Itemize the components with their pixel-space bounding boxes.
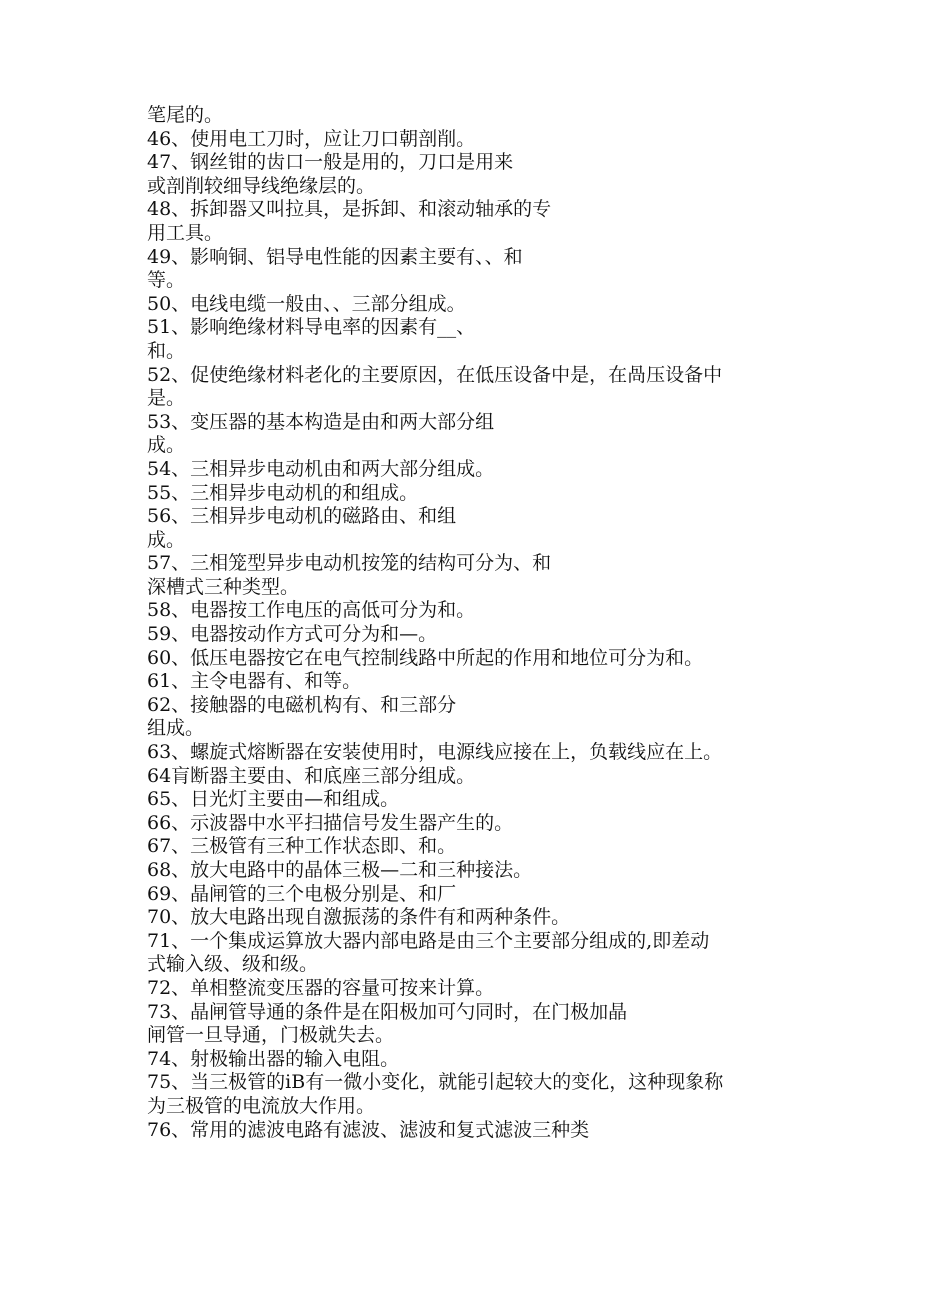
- text-line: 54、三相异步电动机由和两大部分组成。: [147, 457, 495, 480]
- text-line: 成。: [147, 434, 186, 457]
- text-line: 58、电器按工作电压的高低可分为和。: [147, 599, 476, 622]
- text-line: 49、影响铜、铝导电性能的因素主要有、、和: [147, 245, 523, 268]
- text-line: 48、拆卸器又叫拉具，是拆卸、和滚动轴承的专: [147, 198, 552, 221]
- text-line: 为三极管的电流放大作用。: [147, 1094, 376, 1117]
- text-line: 50、电线电缆一般由、、三部分组成。: [147, 292, 466, 315]
- text-line: 69、晶闸管的三个电极分别是、和厂: [147, 882, 457, 905]
- text-line: 等。: [147, 269, 186, 292]
- text-line: 61、主令电器有、和等。: [147, 670, 362, 693]
- text-line: 53、变压器的基本构造是由和两大部分组: [147, 410, 495, 433]
- text-line: 47、钢丝钳的齿口一般是用的，刀口是用来: [147, 151, 514, 174]
- text-line: 70、放大电路出现自激振荡的条件有和两种条件。: [147, 906, 571, 929]
- text-line: 或剖削较细导线绝缘层的。: [147, 174, 376, 197]
- text-line: 深槽式三种类型。: [147, 575, 300, 598]
- text-line: 68、放大电路中的晶体三极—二和三种接法。: [147, 859, 533, 881]
- text-line: 式输入级、级和级。: [147, 953, 319, 976]
- text-line: 57、三相笼型异步电动机按笼的结构可分为、和: [147, 552, 552, 575]
- text-line: 73、晶闸管导通的条件是在阳极加可勺同时，在门极加晶: [147, 1000, 628, 1023]
- text-line: 62、接触器的电磁机构有、和三部分: [147, 693, 457, 716]
- text-line: 59、电器按动作方式可分为和—。: [147, 623, 438, 646]
- text-line: 65、日光灯主要由—和组成。: [147, 788, 400, 811]
- text-line: 52、促使绝缘材料老化的主要原因，在低压设备中是，在咼压设备中: [147, 363, 723, 386]
- text-line: 是。: [147, 387, 186, 410]
- text-line: 笔尾的。: [147, 104, 224, 126]
- text-line: 63、螺旋式熔断器在安装使用时，电源线应接在上，负载线应在上。: [147, 741, 723, 764]
- text-line: 60、低压电器按它在电气控制线路中所起的作用和地位可分为和。: [147, 646, 704, 669]
- text-line: 51、影响绝缘材料导电率的因素有__、: [147, 316, 476, 339]
- text-line: 66、示波器中水平扫描信号发生器产生的。: [147, 811, 514, 834]
- question-text-block: [147, 104, 827, 1142]
- text-line: 72、单相整流变压器的容量可按来计算。: [147, 976, 495, 999]
- text-line: 和。: [147, 339, 186, 362]
- text-line: 成。: [147, 528, 186, 551]
- text-line: 67、三极管有三种工作状态即、和。: [147, 835, 457, 858]
- text-line: 56、三相异步电动机的磁路由、和组: [147, 505, 457, 528]
- text-line: 46、使用电工刀时，应让刀口朝剖削。: [147, 127, 476, 150]
- text-line: 76、常用的滤波电路有滤波、滤波和复式滤波三种类: [147, 1118, 590, 1141]
- text-line: 75、当三极管的iB有一微小变化，就能引起较大的变化，这种现象称: [147, 1071, 724, 1094]
- text-line: 74、射极输出器的输入电阻。: [147, 1047, 400, 1070]
- text-line: 71、一个集成运算放大器内部电路是由三个主要部分组成的,即差动: [147, 929, 710, 952]
- text-line: 55、三相异步电动机的和组成。: [147, 481, 419, 504]
- text-line: 64肓断器主要由、和底座三部分组成。: [147, 764, 476, 787]
- text-line: 闸管一旦导通，门极就失去。: [147, 1024, 395, 1047]
- text-line: 组成。: [147, 717, 205, 740]
- text-line: 用工具。: [147, 221, 224, 244]
